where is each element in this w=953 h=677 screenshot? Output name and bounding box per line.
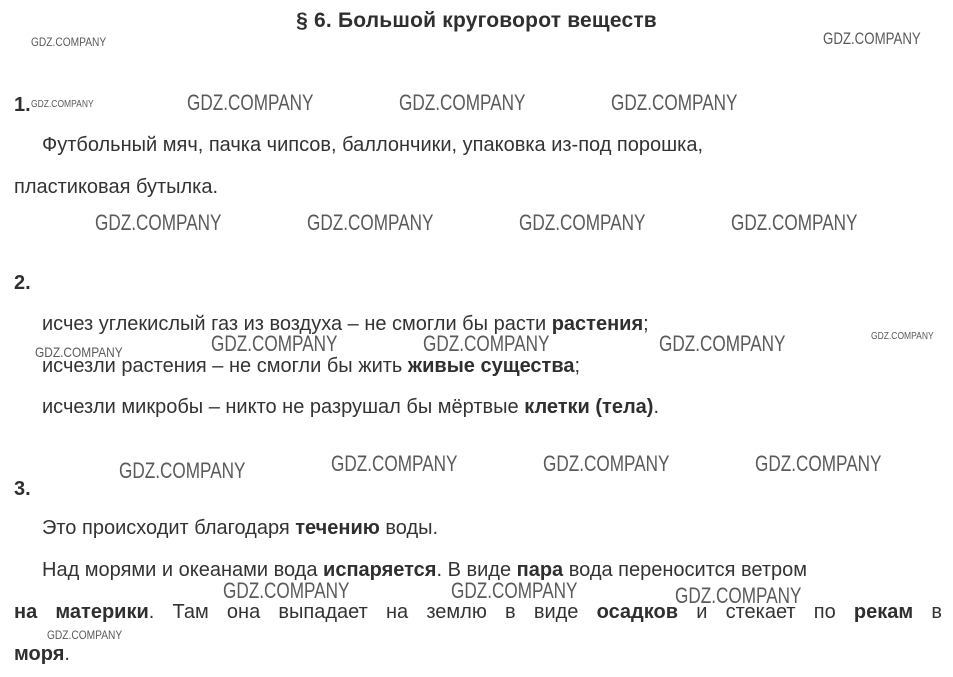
watermark: GDZ.COMPANY <box>675 583 802 608</box>
watermark: GDZ.COMPANY <box>187 90 314 115</box>
watermark: GDZ.COMPANY <box>31 99 94 110</box>
watermark: GDZ.COMPANY <box>659 331 786 356</box>
watermark: GDZ.COMPANY <box>871 331 934 342</box>
section-2-item-2: исчезли растения – не смогли бы жить живые существа; <box>42 355 581 377</box>
watermark: GDZ.COMPANY <box>423 331 550 356</box>
section-2-item-3: исчезли микробы – никто не разрушал бы мёртвые клетки (тела). <box>42 396 660 418</box>
watermark: GDZ.COMPANY <box>331 451 458 476</box>
watermark: GDZ.COMPANY <box>47 628 123 642</box>
section-3-paragraph-1: Это происходит благодаря течению воды. <box>42 517 439 539</box>
section-2-item-1: исчез углекислый газ из воздуха – не смогли бы расти растения; <box>42 313 649 335</box>
section-1-line-1: Футбольный мяч, пачка чипсов, баллончики, упаковка из-под порошка, <box>42 134 704 156</box>
watermark: GDZ.COMPANY <box>731 210 858 235</box>
section-3-paragraph-2-line-2: на материки. Там она выпадает на землю в виде осадков и стекает по рекам в <box>14 601 943 623</box>
watermark: GDZ.COMPANY <box>611 90 738 115</box>
watermark: GDZ.COMPANY <box>211 331 338 356</box>
watermark: GDZ.COMPANY <box>399 90 526 115</box>
section-1-line-2: пластиковая бутылка. <box>14 176 219 198</box>
watermark: GDZ.COMPANY <box>755 451 882 476</box>
watermark: GDZ.COMPANY <box>223 578 350 603</box>
watermark: GDZ.COMPANY <box>519 210 646 235</box>
section-number-2: 2. <box>14 272 31 294</box>
section-3-paragraph-2-line-3: моря. <box>14 643 70 665</box>
watermark: GDZ.COMPANY <box>451 578 578 603</box>
section-3-paragraph-2-line-1: Над морями и океанами вода испаряется. В виде пара вода переносится ветром <box>42 559 808 581</box>
watermark: GDZ.COMPANY <box>543 451 670 476</box>
section-number-1: 1. <box>14 94 31 116</box>
watermark: GDZ.COMPANY <box>307 210 434 235</box>
watermark: GDZ.COMPANY <box>35 344 123 360</box>
section-number-3: 3. <box>14 478 31 500</box>
watermark: GDZ.COMPANY <box>31 35 107 49</box>
page-title: § 6. Большой круговорот веществ <box>296 9 657 32</box>
watermark: GDZ.COMPANY <box>119 458 246 483</box>
watermark: GDZ.COMPANY <box>95 210 222 235</box>
watermark: GDZ.COMPANY <box>823 29 921 48</box>
